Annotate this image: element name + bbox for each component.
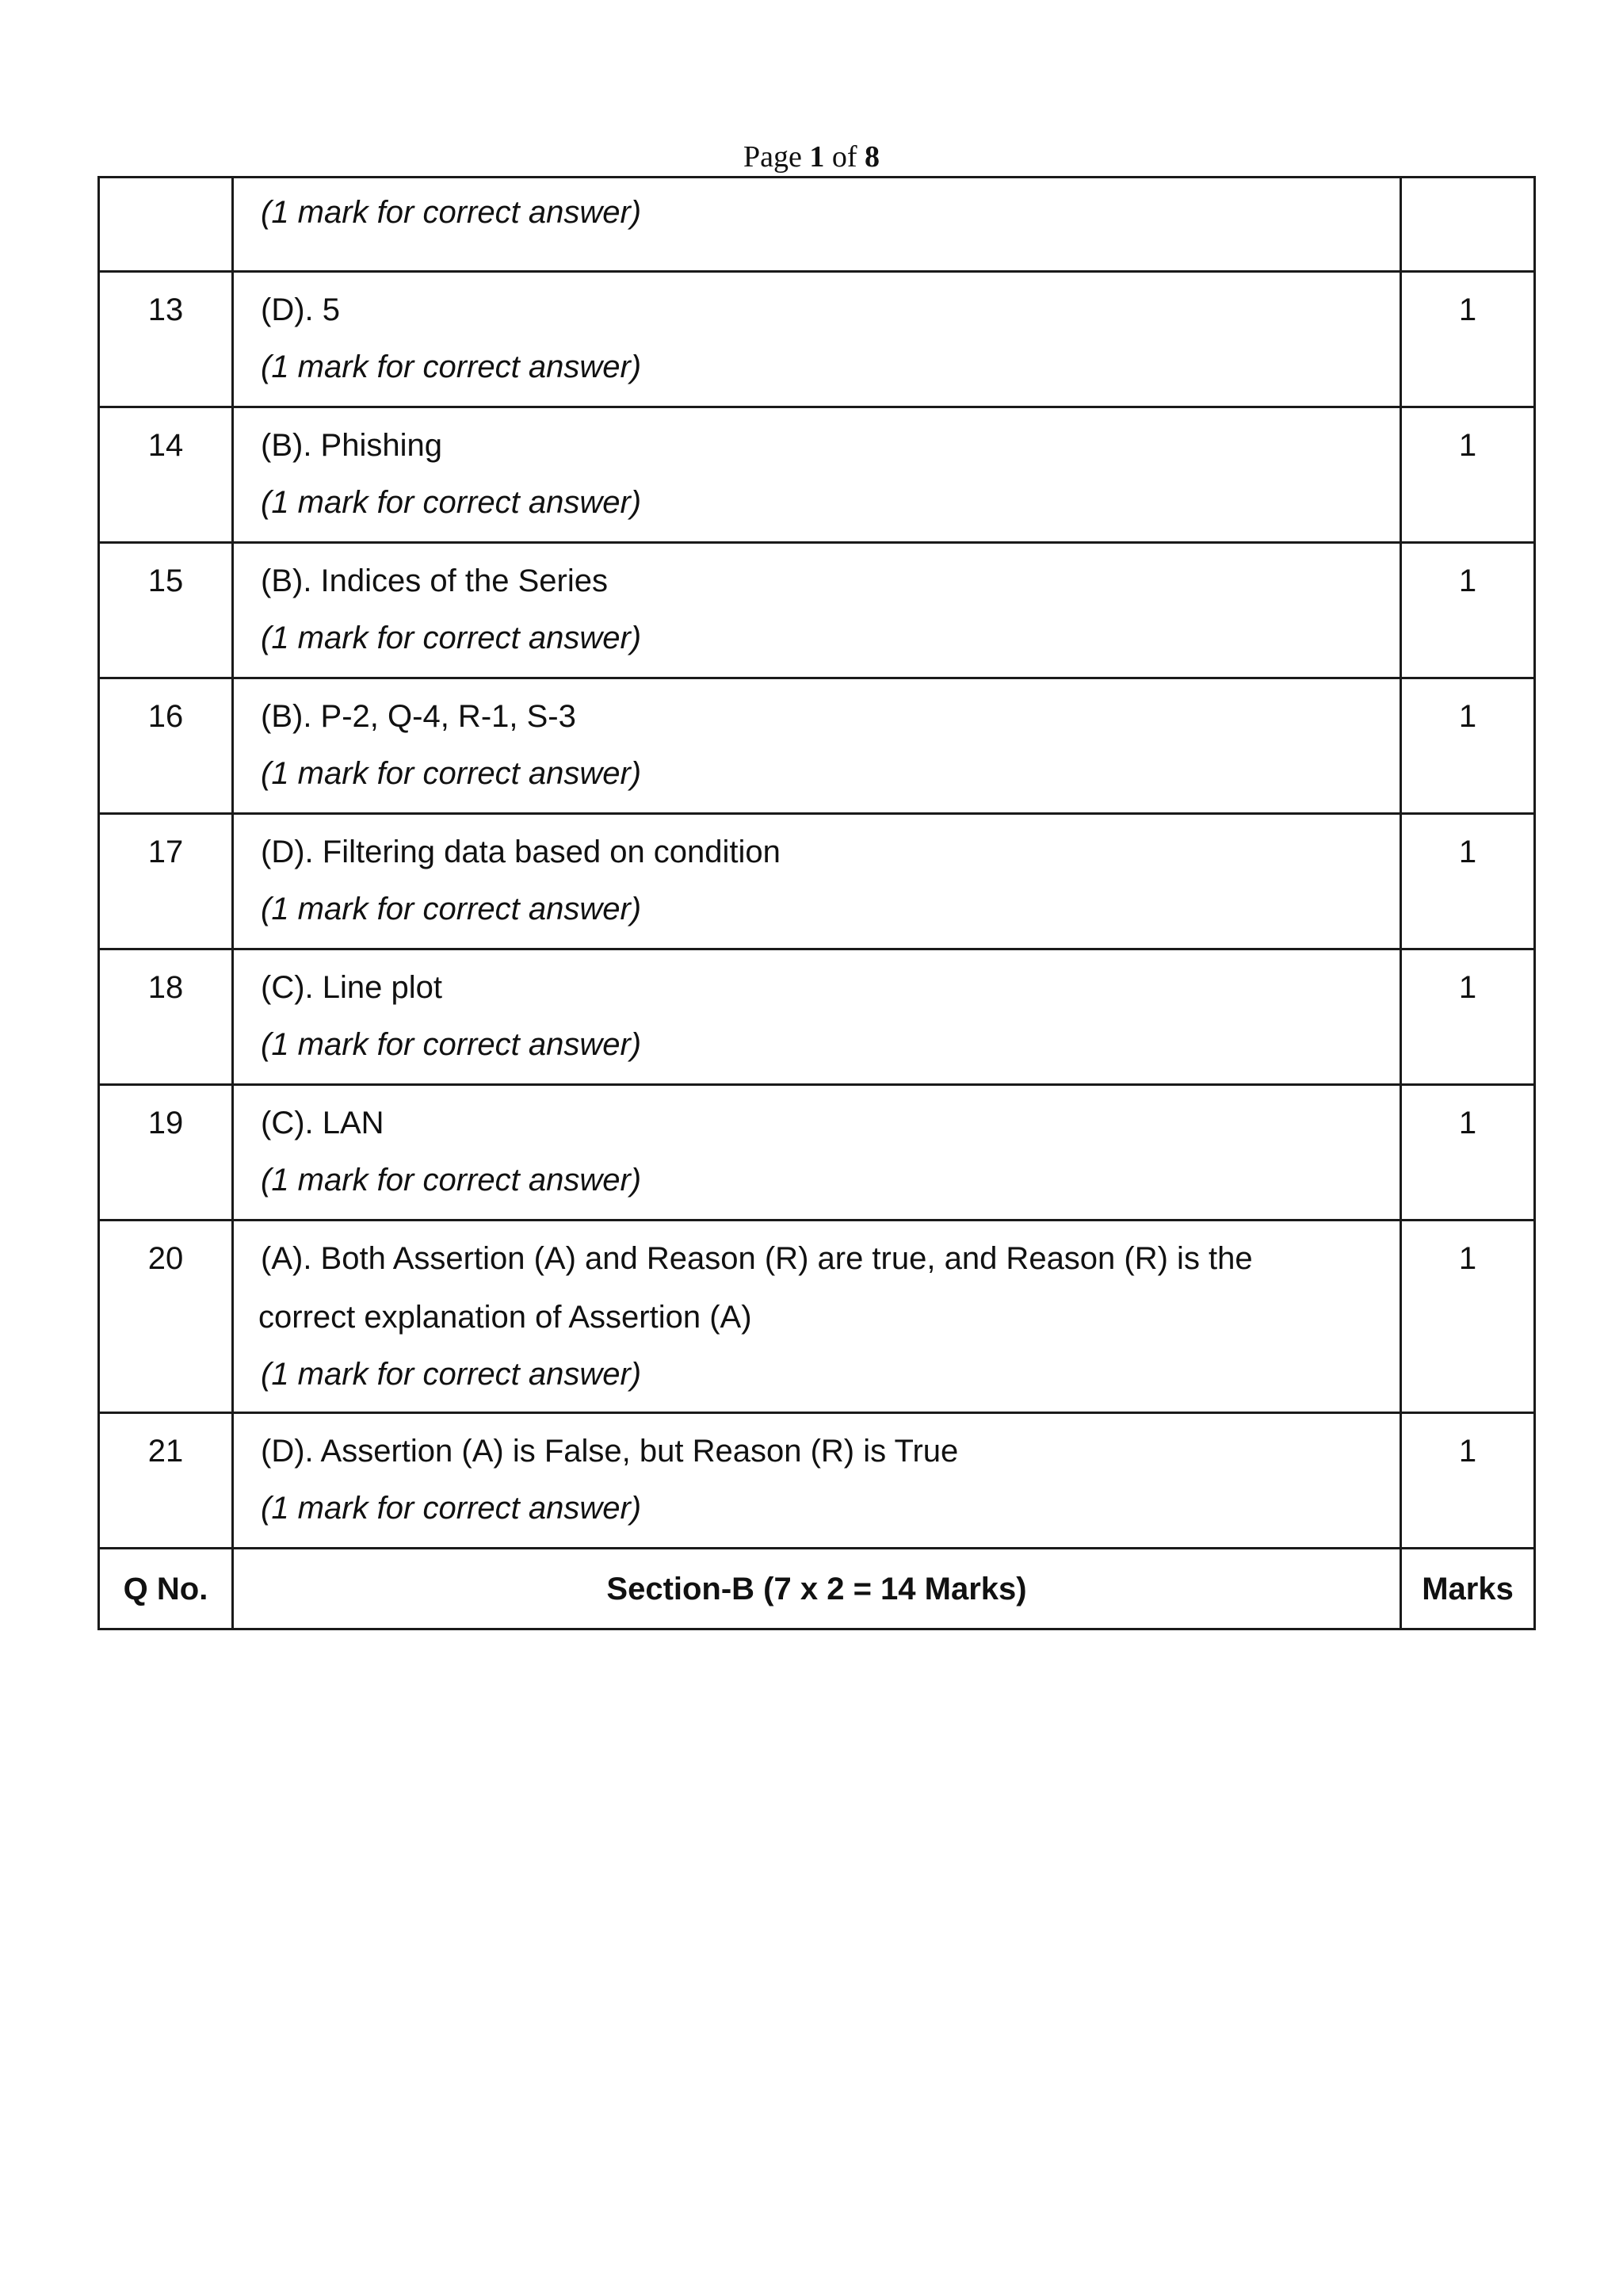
marking-note: (1 mark for correct answer) [261,350,642,384]
answer-text: (D). Assertion (A) is False, but Reason (R) is True [261,1434,959,1469]
answer-text: (C). LAN [261,1106,384,1140]
marking-note: (1 mark for correct answer) [261,1357,642,1392]
table-row [99,814,1535,949]
answer-cell [233,1085,1401,1221]
table-row [99,1085,1535,1221]
table-row [99,1221,1535,1413]
table-row [99,178,1535,272]
of-word: of [831,140,857,174]
marking-note: (1 mark for correct answer) [261,485,642,520]
question-number: 17 [99,814,233,949]
marking-note: (1 mark for correct answer) [261,892,642,926]
answer-cell [233,678,1401,814]
answer-text-continued: correct explanation of Assertion (A) [258,1300,752,1335]
question-number: 16 [99,678,233,814]
answer-text: (D). 5 [261,292,340,327]
marks-cell: 1 [1401,678,1535,814]
answer-cell [233,407,1401,543]
answer-cell [233,178,1401,272]
section-title: Section-B (7 x 2 = 14 Marks) [233,1549,1401,1629]
answer-text: (B). Phishing [261,428,442,463]
answer-cell [233,543,1401,678]
page-word: Page [743,140,802,174]
answer-text: (A). Both Assertion (A) and Reason (R) are true, and Reason (R) is the [261,1241,1253,1276]
marks-cell: 1 [1401,1413,1535,1549]
marks-cell [1401,178,1535,272]
marking-note: (1 mark for correct answer) [261,621,642,655]
answer-key-table [97,176,1536,1630]
question-number: 14 [99,407,233,543]
question-number: 15 [99,543,233,678]
table-row [99,543,1535,678]
marks-cell: 1 [1401,1085,1535,1221]
question-number: 21 [99,1413,233,1549]
table-row [99,272,1535,407]
table-row [99,949,1535,1085]
marks-cell: 1 [1401,1221,1535,1413]
marks-column-header: Marks [1401,1549,1535,1629]
answer-cell [233,1413,1401,1549]
table-row [99,407,1535,543]
page-number-header [0,139,1623,174]
answer-text: (B). Indices of the Series [261,563,608,598]
answer-text: (B). P-2, Q-4, R-1, S-3 [261,699,576,734]
answer-cell [233,949,1401,1085]
marks-cell: 1 [1401,949,1535,1085]
answer-cell [233,1221,1401,1413]
answer-text: (D). Filtering data based on condition [261,835,781,869]
qno-column-header: Q No. [99,1549,233,1629]
question-number: 20 [99,1221,233,1413]
marks-cell: 1 [1401,407,1535,543]
table-row [99,1413,1535,1549]
question-number: 13 [99,272,233,407]
answer-cell [233,814,1401,949]
marking-note: (1 mark for correct answer) [261,1491,642,1526]
marking-note: (1 mark for correct answer) [261,1163,642,1198]
section-header-row [99,1549,1535,1629]
current-page: 1 [809,140,825,174]
answer-text: (C). Line plot [261,970,442,1005]
answer-cell [233,272,1401,407]
table-row [99,678,1535,814]
question-number: 19 [99,1085,233,1221]
marks-cell: 1 [1401,543,1535,678]
marks-cell: 1 [1401,814,1535,949]
marking-note: (1 mark for correct answer) [261,1027,642,1062]
marking-note: (1 mark for correct answer) [261,195,642,230]
question-number: 18 [99,949,233,1085]
question-number [99,178,233,272]
marking-note: (1 mark for correct answer) [261,756,642,791]
marks-cell: 1 [1401,272,1535,407]
total-pages: 8 [865,140,880,174]
